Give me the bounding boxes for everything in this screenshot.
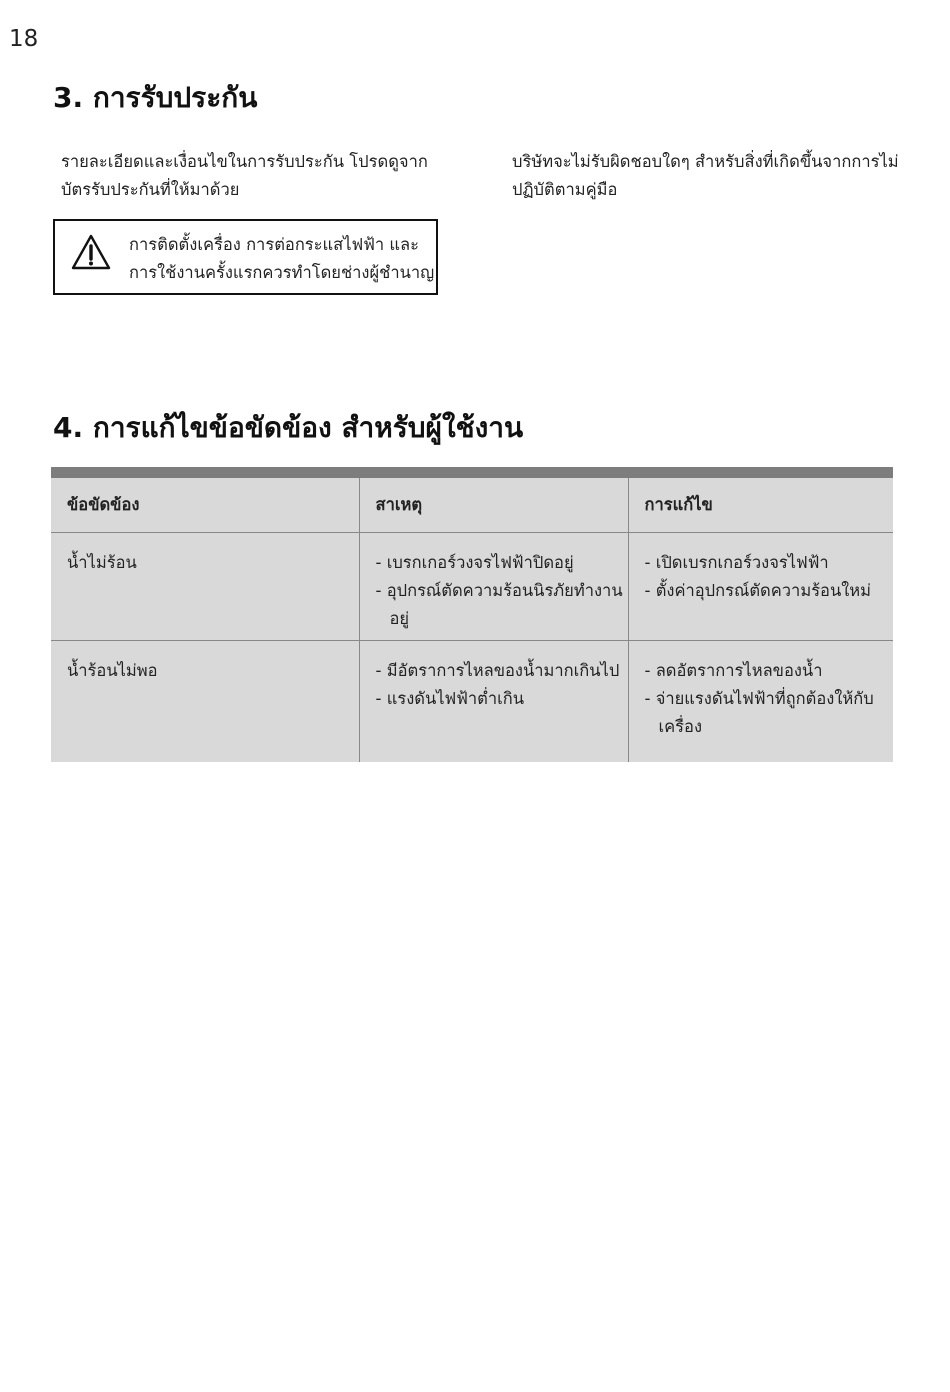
list-item: - แรงดันไฟฟ้าต่ำเกิน — [375, 688, 525, 708]
text-line: ปฏิบัติตามคู่มือ — [512, 180, 618, 199]
text-line: การใช้งานครั้งแรกควรทำโดยช่างผู้ชำนาญ — [129, 263, 435, 282]
text-line: รายละเอียดและเงื่อนไขในการรับประกัน โปรดดูจาก — [61, 152, 428, 171]
problem-cell: น้ำร้อนไม่พอ — [51, 640, 359, 762]
warranty-paragraph-left — [61, 148, 461, 204]
list-item: - ตั้งค่าอุปกรณ์ตัดความร้อนใหม่ — [644, 580, 872, 600]
warning-box — [53, 219, 438, 295]
list-item: - อุปกรณ์ตัดความร้อนนิรภัยทำงานอยู่ — [375, 580, 623, 628]
column-header-cause: สาเหตุ — [359, 478, 628, 532]
list-item: - ลดอัตราการไหลของน้ำ — [644, 660, 823, 680]
text-line: การติดตั้งเครื่อง การต่อกระแสไฟฟ้า และ — [129, 235, 420, 254]
section-title-warranty: 3. การรับประกัน — [53, 81, 258, 114]
text-line: บัตรรับประกันที่ให้มาด้วย — [61, 180, 240, 199]
list-item: - เบรกเกอร์วงจรไฟฟ้าปิดอยู่ — [375, 552, 574, 572]
warranty-paragraph-right — [512, 148, 912, 204]
list-item: - เปิดเบรกเกอร์วงจรไฟฟ้า — [644, 552, 829, 572]
page-number: 18 — [9, 26, 39, 52]
warning-triangle-icon — [70, 233, 112, 271]
list-item: - มีอัตราการไหลของน้ำมากเกินไป — [375, 660, 620, 680]
solution-cell — [628, 532, 893, 640]
text-line: บริษัทจะไม่รับผิดชอบใดๆ สำหรับสิ่งที่เกิดขึ้นจากการไม่ — [512, 152, 899, 171]
troubleshooting-table — [51, 467, 893, 762]
cause-cell — [359, 532, 628, 640]
column-header-problem: ข้อขัดข้อง — [51, 478, 359, 532]
solution-cell — [628, 640, 893, 762]
cause-cell — [359, 640, 628, 762]
list-item: - จ่ายแรงดันไฟฟ้าที่ถูกต้องให้กับ เครื่อง — [644, 688, 874, 736]
table-row — [51, 640, 893, 762]
section-title-troubleshooting: 4. การแก้ไขข้อขัดข้อง สำหรับผู้ใช้งาน — [53, 411, 524, 444]
table-top-bar — [51, 467, 893, 478]
table-row — [51, 532, 893, 640]
warning-text — [129, 231, 434, 287]
column-header-solution: การแก้ไข — [628, 478, 893, 532]
problem-cell: น้ำไม่ร้อน — [51, 532, 359, 640]
